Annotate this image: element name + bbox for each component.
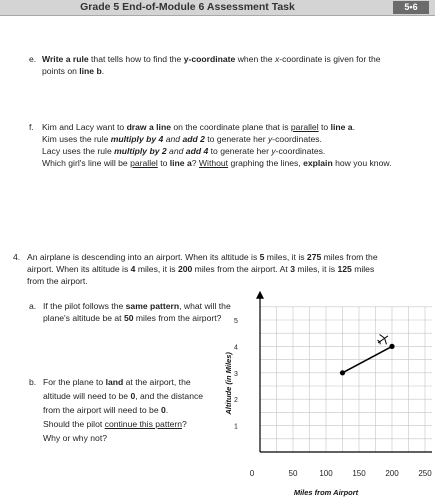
x-tick-label: 200 bbox=[385, 469, 399, 478]
part-b-label: b. bbox=[29, 377, 37, 387]
header-title: Grade 5 End-of-Module 6 Assessment Task bbox=[80, 1, 295, 13]
x-tick-label: 150 bbox=[352, 469, 366, 478]
question-e-label: e. bbox=[29, 54, 37, 64]
y-tick-label: 2 bbox=[234, 397, 238, 405]
question-e-line2: points on line b. bbox=[42, 66, 105, 76]
question-f-line2: Kim uses the rule multiply by 4 and add 2 to generate her y-coordinates. bbox=[42, 134, 322, 144]
airplane-icon bbox=[375, 331, 392, 348]
part-a-label: a. bbox=[29, 301, 37, 311]
x-tick-label: 250 bbox=[418, 469, 432, 478]
coordinate-plane bbox=[220, 290, 432, 500]
data-point bbox=[340, 370, 345, 375]
airplane-icon-shape bbox=[375, 331, 392, 348]
y-tick-label: 3 bbox=[234, 370, 238, 378]
question-4-label: 4. bbox=[13, 252, 21, 262]
y-axis-title: Altitude (in Miles) bbox=[224, 352, 233, 415]
part-b-line4: Should the pilot continue this pattern? bbox=[43, 419, 187, 429]
data-point bbox=[389, 344, 394, 349]
question-f-line3: Lacy uses the rule multiply by 2 and add 4 to generate her y-coordinates. bbox=[42, 146, 326, 156]
part-b-line3: from the airport will need to be 0. bbox=[43, 405, 169, 415]
y-tick-label: 4 bbox=[234, 344, 238, 352]
question-4-line1: An airplane is descending into an airport. When its altitude is 5 miles, it is 275 miles from the bbox=[27, 252, 378, 262]
part-b-line1: For the plane to land at the airport, the bbox=[43, 377, 191, 387]
part-b-line5: Why or why not? bbox=[43, 433, 107, 443]
question-f-label: f. bbox=[29, 122, 34, 132]
part-a-line1: If the pilot follows the same pattern, what will the bbox=[43, 301, 231, 311]
module-badge: 5•6 bbox=[393, 1, 429, 14]
x-tick-label: 0 bbox=[249, 469, 255, 478]
part-a-line2: plane's altitude be at 50 miles from the airport? bbox=[43, 313, 222, 323]
question-f-line1: Kim and Lacy want to draw a line on the coordinate plane that is parallel to line a. bbox=[42, 122, 355, 132]
question-4-line2: airport. When its altitude is 4 miles, it is 200 miles from the airport. At 3 miles, it is 125 miles bbox=[27, 264, 375, 274]
x-tick-label: 50 bbox=[288, 469, 298, 478]
y-tick-label: 5 bbox=[234, 318, 238, 325]
y-tick-label: 1 bbox=[234, 423, 238, 431]
x-tick-label: 100 bbox=[319, 469, 333, 478]
part-b-line2: altitude will need to be 0, and the distance bbox=[43, 391, 204, 401]
question-e-line1: Write a rule that tells how to find the y-coordinate when the x-coordinate is given for the bbox=[42, 54, 381, 64]
x-axis-title: Miles from Airport bbox=[293, 488, 359, 497]
question-4-line3: from the airport. bbox=[27, 276, 88, 286]
page-header bbox=[0, 0, 435, 16]
question-f-line4: Which girl's line will be parallel to line a? Without graphing the lines, explain how you know. bbox=[42, 158, 392, 168]
